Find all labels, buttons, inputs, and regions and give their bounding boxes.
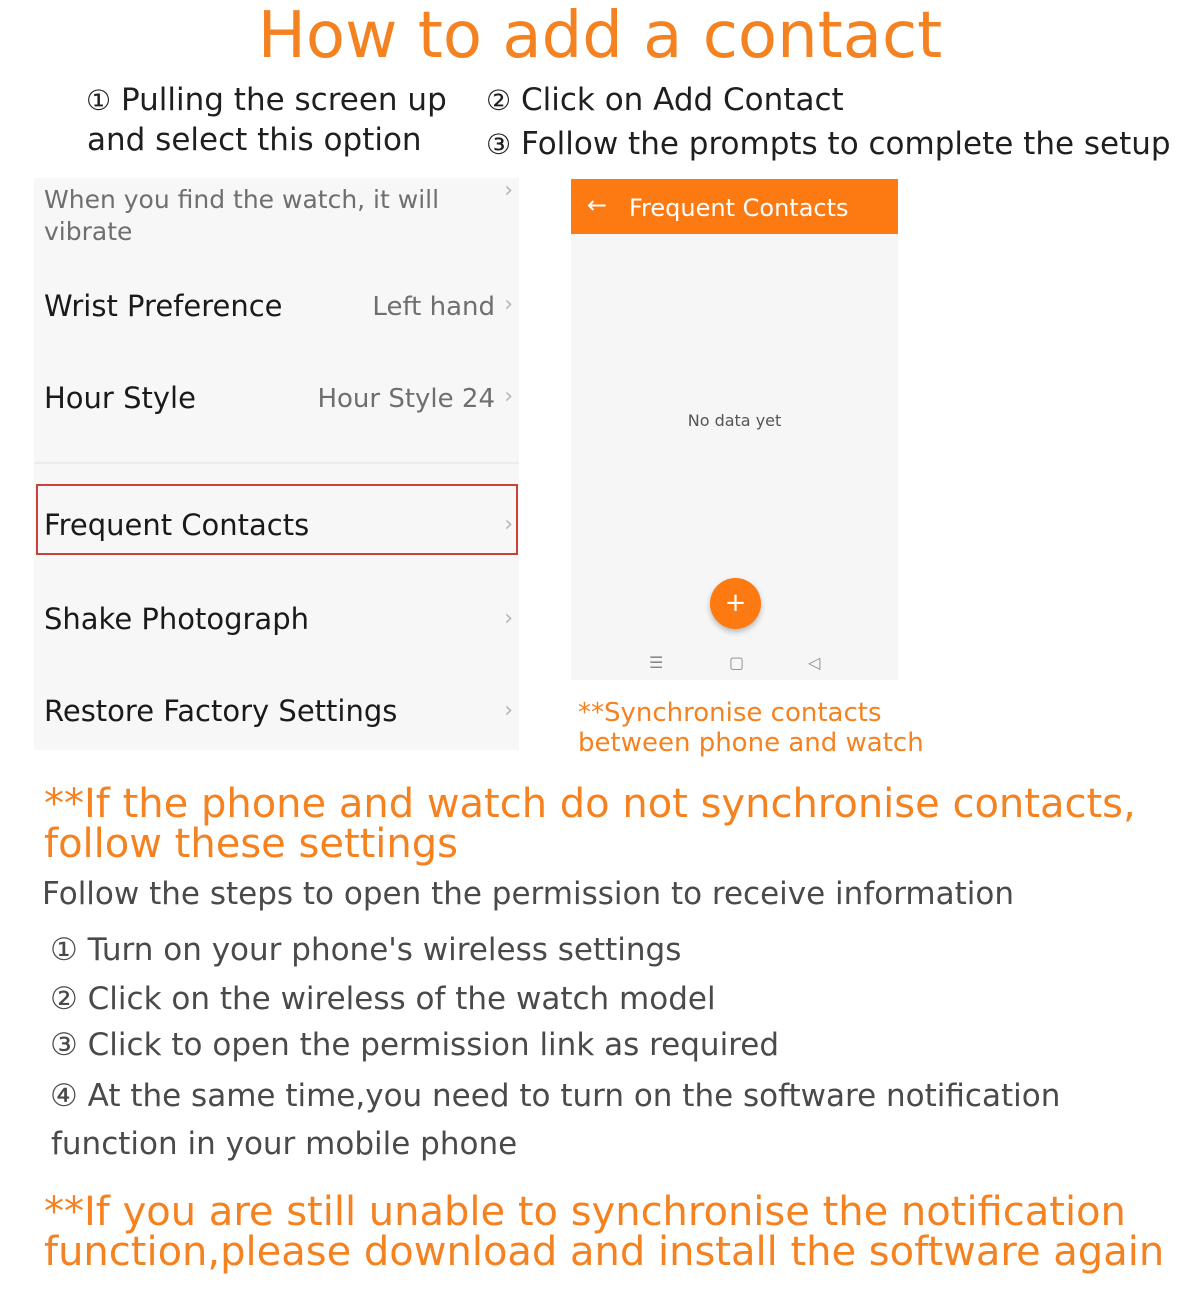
instruction-4-continuation: function in your mobile phone xyxy=(51,1126,518,1162)
instruction-number: ① xyxy=(50,932,78,968)
chevron-right-icon: › xyxy=(504,292,513,317)
instruction-number: ② xyxy=(50,981,78,1017)
chevron-right-icon: › xyxy=(504,606,513,631)
chevron-right-icon: › xyxy=(504,698,513,723)
warning-2-line-2: function,please download and install the software again xyxy=(44,1229,1165,1275)
step-1 xyxy=(86,80,447,121)
hour-style-row[interactable] xyxy=(34,370,519,430)
find-watch-row[interactable] xyxy=(34,178,519,270)
find-watch-text: When you find the watch, it will vibrate xyxy=(44,185,440,246)
chevron-right-icon: › xyxy=(504,178,513,203)
instruction-item xyxy=(50,1027,779,1063)
wrist-preference-row[interactable] xyxy=(34,278,519,338)
frequent-contacts-label: Frequent Contacts xyxy=(44,508,310,542)
restore-factory-label: Restore Factory Settings xyxy=(44,694,398,728)
instruction-number: ③ xyxy=(50,1027,78,1063)
step-3 xyxy=(486,124,1171,165)
app-bar-title: Frequent Contacts xyxy=(629,194,849,222)
instruction-text: Click to open the permission link as required xyxy=(87,1027,780,1063)
chevron-right-icon: › xyxy=(504,384,513,409)
step-2-text: Click on Add Contact xyxy=(520,82,844,118)
step-1-line-1: Pulling the screen up xyxy=(120,82,447,118)
chevron-right-icon: › xyxy=(504,512,513,537)
settings-panel xyxy=(34,178,519,750)
instruction-item xyxy=(50,981,716,1017)
instructions-intro: Follow the steps to open the permission to receive information xyxy=(42,876,1014,912)
step-3-text: Follow the prompts to complete the setup xyxy=(520,126,1171,162)
instruction-text: At the same time,you need to turn on the software notification xyxy=(87,1078,1061,1114)
home-icon[interactable]: ▢ xyxy=(729,653,745,672)
instruction-item xyxy=(50,1078,1060,1114)
step-2-number: ② xyxy=(486,84,512,117)
app-bar xyxy=(571,179,898,234)
section-divider xyxy=(34,462,519,464)
instruction-text: Turn on your phone's wireless settings xyxy=(87,932,682,968)
instruction-item xyxy=(50,932,681,968)
instruction-number: ④ xyxy=(50,1078,78,1114)
instruction-text: Click on the wireless of the watch model xyxy=(87,981,716,1017)
menu-icon[interactable]: ☰ xyxy=(649,653,664,672)
hour-style-label: Hour Style xyxy=(44,381,196,415)
hour-style-value: Hour Style 24 xyxy=(317,384,495,414)
shake-photograph-row[interactable] xyxy=(34,588,519,654)
step-1-line-2: and select this option xyxy=(87,122,422,158)
wrist-preference-value: Left hand xyxy=(372,292,495,322)
add-contact-button[interactable]: + xyxy=(710,578,761,629)
step-3-number: ③ xyxy=(486,128,512,161)
warning-1-line-2: follow these settings xyxy=(44,821,459,867)
back-arrow-icon[interactable]: ← xyxy=(587,191,608,219)
warning-1-line-1: **If the phone and watch do not synchronise contacts, xyxy=(44,781,1136,827)
warning-2-line-1: **If you are still unable to synchronise the notification xyxy=(44,1189,1126,1235)
step-1-number: ① xyxy=(86,84,112,117)
restore-factory-row[interactable] xyxy=(34,682,519,748)
frequent-contacts-highlight xyxy=(36,484,518,555)
sync-note: **Synchronise contacts between phone and watch xyxy=(578,698,924,758)
phone-screen xyxy=(571,179,898,680)
empty-state-text: No data yet xyxy=(687,411,782,430)
back-triangle-icon[interactable]: ◁ xyxy=(808,653,821,672)
step-2 xyxy=(486,80,844,121)
shake-photograph-label: Shake Photograph xyxy=(44,602,309,636)
wrist-preference-label: Wrist Preference xyxy=(44,289,283,323)
page-title: How to add a contact xyxy=(257,0,943,73)
